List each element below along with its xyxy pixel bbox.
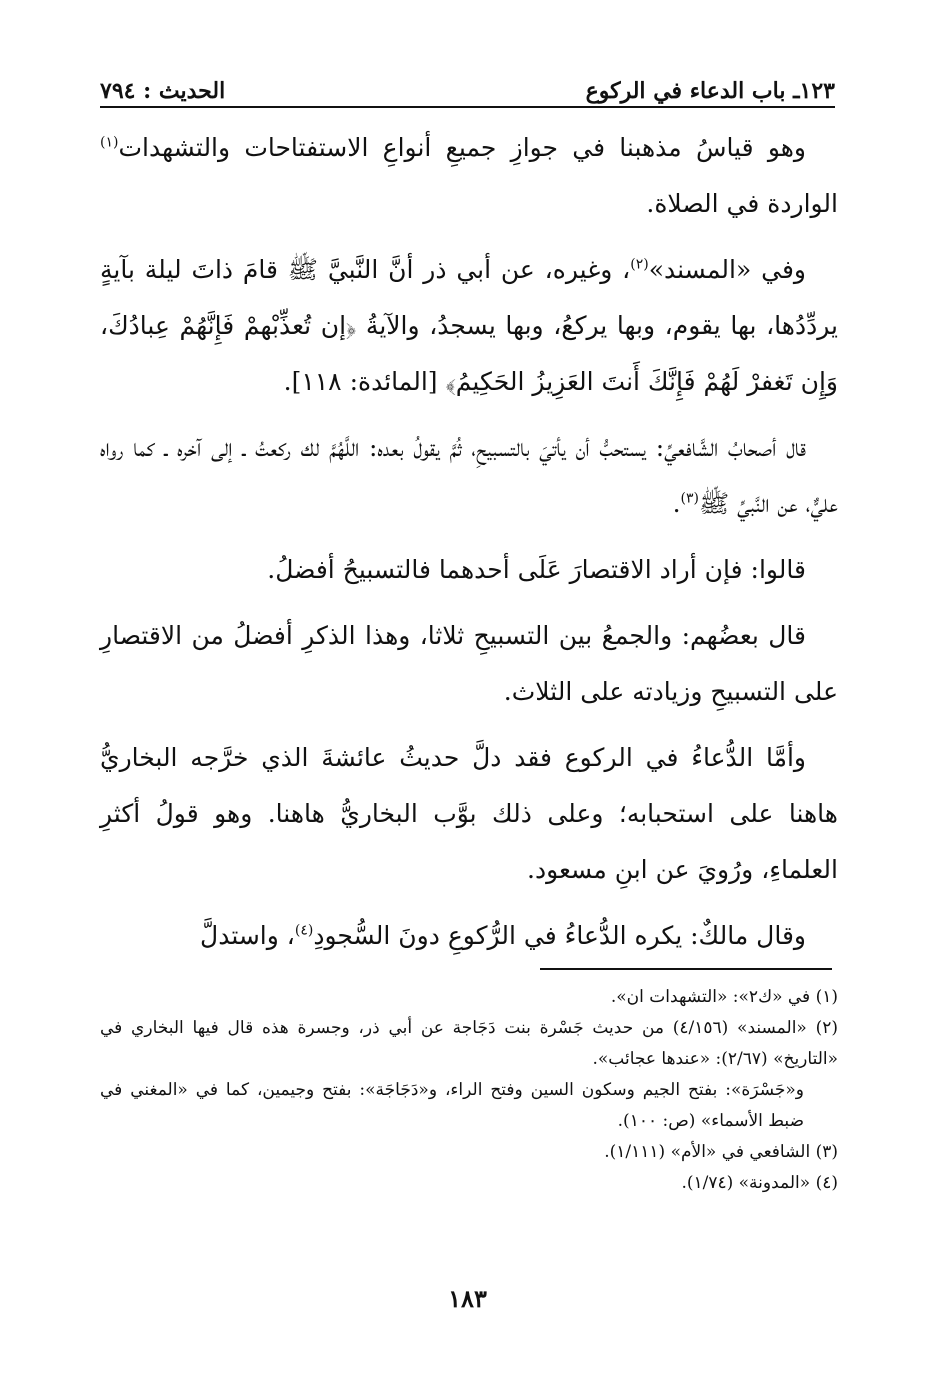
hadith-number: الحديث : ٧٩٤ (100, 78, 226, 104)
paragraph-1 (100, 120, 838, 232)
p7-text-b: ، واستدلَّ (200, 921, 295, 950)
header-rule (100, 106, 835, 108)
footnote-ref-1: (١) (100, 134, 119, 151)
footnote-ref-4: (٤) (294, 922, 314, 939)
page-number: ١٨٣ (448, 1284, 487, 1313)
paragraph-4: قالوا: فإن أراد الاقتصارَ عَلَى أحدهما فالتسبيحُ أفضلُ. (267, 555, 806, 584)
paragraph-7 (100, 908, 838, 964)
footnotes (100, 982, 838, 1199)
footnote-4: (٤) «المدونة» (١/٧٤). (681, 1173, 838, 1193)
footnote-rule (540, 968, 832, 970)
running-header (100, 60, 835, 104)
p1-text-b: الواردة في الصلاة. (646, 189, 838, 218)
main-text (100, 120, 838, 974)
footnote-2-continued: و«جَسْرَة»: بفتح الجيم وسكون السين وفتح الراء، و«دَجَاجَة»: بفتح وجيمين، كما في «المغني في ضبط الأسماء» (ص: ١٠٠). (100, 1080, 804, 1131)
p2-text-a: وفي «المسند» (648, 255, 806, 284)
footnote-ref-3: (٣) (680, 490, 700, 507)
p3-text-b: . (672, 489, 681, 518)
paragraph-3 (100, 420, 838, 532)
p3-text-a: قال أصحابُ الشَّافعيِّ: يستحبُّ أن يأتيَ بالتسبيحِ، ثُمَّ يقولُ بعده: اللَّهُمَّ لك ركعتُ ـ إلى آخره ـ كما رواه عليٌّ، عن النَّبيِّ ﷺ (100, 433, 838, 518)
footnote-ref-2: (٢) (630, 256, 649, 273)
paragraph-5: قال بعضُهم: والجمعُ بين التسبيحِ ثلاثا، وهذا الذكرِ أفضلُ من الاقتصارِ على التسبيحِ وزيادته على الثلاث. (100, 621, 838, 706)
footnote-1: (١) في «ك٢»: «التشهدات ان». (610, 987, 838, 1007)
chapter-title: ١٢٣ـ باب الدعاء في الركوع (585, 78, 835, 104)
p1-text-a: وهو قياسُ مذهبنا في جوازِ جميعِ أنواعِ الاستفتاحات والتشهدات (118, 133, 806, 162)
paragraph-2 (100, 242, 838, 410)
p2-text-b: ، وغيره، عن أبي ذر أنَّ النَّبيَّ ﷺ قامَ ذاتَ ليلة بآيةٍ يردِّدُها، بها يقوم، وبها يركعُ، وبها يسجدُ، والآيةُ ﴿إن تُعذِّبْهمْ فَإِنَّهُمْ عِبادُكَ، وَإِن تَغفرْ لَهُمْ فَإِنَّكَ أَنتَ العَزِيزُ الحَكِيمُ﴾ [المائدة: ١١٨]. (100, 255, 838, 396)
footnote-2: (٢) «المسند» (٤/١٥٦) من حديث جَسْرة بنت دَجَاجة عن أبي ذر، وجسرة هذه قال فيها البخاري في «التاريخ» (٢/٦٧): «عندها عجائب». (100, 1018, 838, 1069)
footnote-3: (٣) الشافعي في «الأم» (١/١١١). (604, 1142, 838, 1162)
paragraph-6: وأمَّا الدُّعاءُ في الركوع فقد دلَّ حديثُ عائشةَ الذي خرَّجه البخاريُّ هاهنا على استحبابه؛ وعلى ذلك بوَّب البخاريُّ هاهنا. وهو قولُ أكثرِ العلماءِ، ورُويَ عن ابنِ مسعود. (100, 743, 838, 884)
p7-text-a: وقال مالكٌ: يكره الدُّعاءُ في الرُّكوعِ دونَ السُّجودِ (313, 921, 806, 950)
